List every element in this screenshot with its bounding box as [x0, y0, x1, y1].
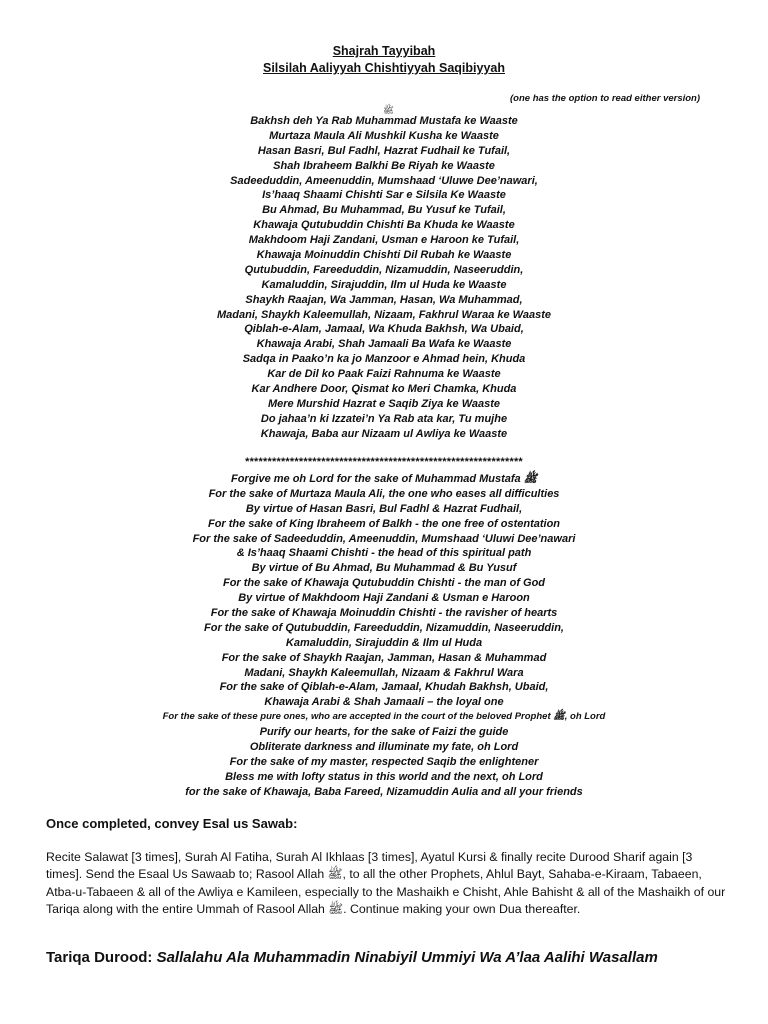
roman-verse-line: Bu Ahmad, Bu Muhammad, Bu Yusuf ke Tufail, [262, 204, 506, 217]
english-verse-line: By virtue of Makhdoom Haji Zandani & Usman e Haroon [238, 592, 530, 605]
roman-verse-line: Bakhsh deh Ya Rab Muhammad Mustafa ke Waaste [250, 115, 518, 127]
english-verse-line: For the sake of Murtaza Maula Ali, the one who eases all difficulties [208, 487, 560, 500]
roman-verse-line: Hasan Basri, Bul Fadhl, Hazrat Fudhail ke Tufail, [257, 144, 511, 157]
english-verse-line: Madani, Shaykh Kaleemullah, Nizaam & Fakhrul Wara [244, 666, 524, 679]
esal-heading: Once completed, convey Esal us Sawab: [46, 816, 298, 831]
durood-label: Tariqa Durood: [46, 949, 153, 966]
english-verse-line: Bless me with lofty status in this world and the next, oh Lord [225, 770, 543, 783]
document-subtitle: Silsilah Aaliyyah Chishtiyyah Saqibiyyah [263, 61, 505, 75]
english-verse-line: For the sake of Khawaja Qutubuddin Chishti - the man of God [222, 577, 546, 590]
english-verse-line: By virtue of Hasan Basri, Bul Fadhl & Hazrat Fudhail, [245, 502, 523, 515]
roman-verse-line: Qutubuddin, Fareeduddin, Nizamuddin, Naseeruddin, [244, 263, 524, 276]
tariqa-durood [46, 949, 658, 966]
roman-verse-line: Kamaluddin, Sirajuddin, Ilm ul Huda ke Waaste [261, 278, 507, 291]
english-verse-line: Khawaja Arabi & Shah Jamaali – the loyal one [264, 696, 504, 709]
roman-verse-line: Sadqa in Paako’n ka jo Manzoor e Ahmad hein, Khuda [242, 353, 526, 366]
roman-verse-line: Madani, Shaykh Kaleemullah, Nizaam, Fakhrul Waraa ke Waaste [216, 308, 551, 321]
roman-verse-line: Kar Andhere Door, Qismat ko Meri Chamka, Khuda [251, 383, 517, 396]
english-verse-line: & Is’haaq Shaami Chishti - the head of this spiritual path [236, 547, 532, 560]
salutation-glyph: ﷺ [383, 105, 394, 115]
english-verse-line: For the sake of Sadeeduddin, Ameenuddin, Mumshaad ‘Uluwi Dee’nawari [192, 532, 576, 545]
roman-verse-line: Qiblah-e-Alam, Jamaal, Wa Khuda Bakhsh, Wa Ubaid, [244, 323, 524, 336]
english-translation-verses [0, 472, 768, 800]
roman-verse-line: Khawaja Arabi, Shah Jamaali Ba Wafa ke Waaste [256, 338, 512, 351]
english-verse-line: Forgive me oh Lord for the sake of Muhammad Mustafa ﷺ [230, 473, 538, 485]
option-note: (one has the option to read either version) [510, 93, 701, 104]
roman-verse-line: Khawaja, Baba aur Nizaam ul Awliya ke Waaste [260, 427, 508, 440]
english-verse-line: By virtue of Bu Ahmad, Bu Muhammad & Bu Yusuf [251, 562, 517, 575]
english-verse-line: for the sake of Khawaja, Baba Fareed, Nizamuddin Aulia and all your friends [185, 785, 583, 798]
esal-instructions-paragraph: Recite Salawat [3 times], Surah Al Fatiha, Surah Al Ikhlaas [3 times], Ayatul Kursi & finally recite Durood Sharif again [3 times]. Send the Esaal Us Sawaab to; Rasool Allah ﷺ, to all the other Prophets, Ahlul Bayt, Sahaba-e-Kiraam, Tabaeen, Atba-u-Tabaeen & all of the Awliya e Kamileen, especially to the Mashaikh e Chisht, Ahle Bahisht & all of the Mashaikh of our Tariqa along with the entire Ummah of Rasool Allah ﷺ. Continue making your own Dua thereafter. [46, 850, 726, 916]
roman-verse-line: Kar de Dil ko Paak Faizi Rahnuma ke Waaste [267, 368, 501, 381]
roman-verse-line: Khawaja Moinuddin Chishti Dil Rubah ke Waaste [256, 249, 512, 262]
english-verse-line: For the sake of Khawaja Moinuddin Chishti - the ravisher of hearts [210, 607, 558, 620]
roman-verse-line: Mere Murshid Hazrat e Saqib Ziya ke Waaste [267, 397, 501, 410]
durood-text: Sallalahu Ala Muhammadin Ninabiyil Ummiyi Wa A’laa Aalihi Wasallam [156, 949, 658, 966]
english-verse-line: For the sake of Qiblah-e-Alam, Jamaal, Khudah Bakhsh, Ubaid, [219, 681, 549, 694]
roman-verse-line: Do jahaa’n ki Izzatei’n Ya Rab ata kar, Tu mujhe [260, 412, 508, 425]
english-verse-line: For the sake of Qutubuddin, Fareeduddin, Nizamuddin, Naseeruddin, [204, 621, 564, 634]
english-verse-line: Obliterate darkness and illuminate my fate, oh Lord [249, 741, 519, 754]
english-verse-line: For the sake of my master, respected Saqib the enlightener [229, 755, 539, 768]
english-verse-line: For the sake of Shaykh Raajan, Jamman, Hasan & Muhammad [221, 651, 547, 664]
roman-verse-line: Murtaza Maula Ali Mushkil Kusha ke Waaste [269, 129, 499, 142]
english-verse-line: Purify our hearts, for the sake of Faizi the guide [259, 726, 509, 739]
roman-urdu-verses [0, 114, 768, 442]
roman-verse-line: Khawaja Qutubuddin Chishti Ba Khuda ke Waaste [253, 219, 515, 232]
english-verse-line: Kamaluddin, Sirajuddin & Ilm ul Huda [285, 636, 483, 649]
roman-verse-line: Sadeeduddin, Ameenuddin, Mumshaad ‘Uluwe Dee’nawari, [230, 174, 538, 187]
english-verse-line: For the sake of these pure ones, who are accepted in the court of the beloved Prophet ﷺ, oh Lord [162, 711, 606, 723]
english-verse-line: For the sake of King Ibraheem of Balkh - the one free of ostentation [207, 517, 561, 530]
roman-verse-line: Shah Ibraheem Balkhi Be Riyah ke Waaste [273, 159, 495, 172]
roman-verse-line: Shaykh Raajan, Wa Jamman, Hasan, Wa Muhammad, [245, 293, 523, 306]
roman-verse-line: Makhdoom Haji Zandani, Usman e Haroon ke Tufail, [248, 234, 520, 247]
roman-verse-line: Is’haaq Shaami Chishti Sar e Silsila Ke Waaste [262, 189, 506, 202]
separator-line: ************************************************************** [245, 456, 523, 468]
document-title: Shajrah Tayyibah [332, 44, 436, 58]
